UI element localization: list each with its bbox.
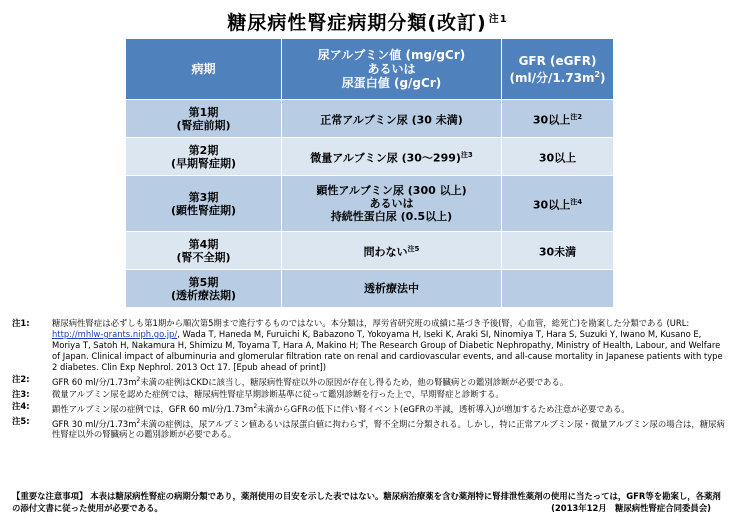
staging-table	[125, 38, 614, 308]
stage-cell: 第1期 (腎症前期)	[126, 100, 282, 138]
stage-cell: 第2期 (早期腎症期)	[126, 138, 282, 176]
gfr-cell: 30未満	[502, 232, 614, 270]
table-row	[126, 176, 614, 232]
stage-cell: 第5期 (透析療法期)	[126, 270, 282, 308]
gfr-cell: 30以上$^{注2}$	[502, 100, 614, 138]
committee-signature: (2013年12月 糖尿病性腎症合同委員会)	[551, 503, 711, 513]
gfr-cell: 30以上	[502, 138, 614, 176]
title-text: 糖尿病性腎症病期分類(改訂)	[227, 12, 487, 34]
stage-cell: 第3期 (顕性腎症期)	[126, 176, 282, 232]
title-note-ref: 注1	[488, 13, 508, 25]
table-row	[126, 270, 614, 308]
footnotes	[12, 318, 727, 441]
footnote-3: 注3: 微量アルブミン尿を認めた症例では，糖尿病性腎症早期診断基準に従って鑑別診断を行った上で，早期腎症と診断する。	[12, 388, 504, 399]
page-title	[0, 8, 735, 35]
albumin-cell: 透析療法中	[282, 270, 502, 308]
header-albumin: 尿アルブミン値 (mg/gCr) あるいは 尿蛋白値 (g/gCr)	[282, 39, 502, 100]
footnote-4: 注4: 顕性アルブミン尿の症例では，GFR 60 ml/分$/1.73m^2$未満からGFRの低下に伴い腎イベント(eGFRの半減，透析導入)が増加するため注意が必要である。	[12, 400, 630, 414]
footnote-1: 注1: 糖尿病性腎症は必ずしも第1期から順次第5期まで進行するものではない。本分類は，厚労省研究班の成績に基づき予後(腎，心血管，総死亡)を勘案した分類である (URL: http://mhlw-grants.niph.go.jp/, Wada T, Haneda M, Furuichi K, Babazono T, Yokoyama H, Iseki K, Araki SI, Ninomiya T, Hara S, Suzuki Y, Iwano M, Kusano E, Moriya T, Satoh H, Nakamura H, Shimizu M, Toyama T, Hara A, Makino H; The Research Group of Diabetic Nephropathy, Ministry of Health, Labour, and Welfare of Japan. Clinical impact of albuminuria and glomerular filtration rate on renal and cardiovascular events, and all-cause mortality in Japanese patients with type 2 diabetes. Clin Exp Nephrol. 2013 Oct 17. [Epub ahead of print])	[12, 318, 723, 372]
important-notice	[12, 490, 727, 514]
albumin-cell: 問わない$^{注5}$	[282, 232, 502, 270]
table-row	[126, 100, 614, 138]
header-gfr: GFR (eGFR) (ml/分$/1.73m^2$)	[502, 39, 614, 100]
table-row	[126, 232, 614, 270]
table-header-row	[126, 39, 614, 100]
gfr-cell	[502, 270, 614, 308]
footnote-5: 注5: GFR 30 ml/分$/1.73m^2$未満の症例は，尿アルブミン値あるいは尿蛋白値に拘わらず，腎不全期に分類される。しかし，特に正常アルブミン尿・微量アルブミン尿の場合は，糖尿病性腎症以外の腎臓病との鑑別診断が必要である。	[12, 415, 725, 440]
albumin-cell: 顕性アルブミン尿 (300 以上) あるいは 持続性蛋白尿 (0.5以上)	[282, 176, 502, 232]
albumin-cell: 微量アルブミン尿 (30～299)$^{注3}$	[282, 138, 502, 176]
reference-link[interactable]: http://mhlw-grants.niph.go.jp/	[52, 329, 178, 339]
notice-text: 【重要な注意事項】 本表は糖尿病性腎症の病期分類であり，薬剤使用の目安を示した表ではない。糖尿病治療薬を含む薬剤特に腎排泄性薬剤の使用に当たっては，GFR等を勘案し，各薬剤の添付文書に従った使用が必要である。	[12, 491, 721, 513]
header-stage: 病期	[126, 39, 282, 100]
table-row	[126, 138, 614, 176]
footnote-2: 注2: GFR 60 ml/分$/1.73m^2$未満の症例はCKDに該当し，糖尿病性腎症以外の原因が存在し得るため，他の腎臓病との鑑別診断が必要である。	[12, 374, 569, 387]
gfr-cell: 30以上$^{注4}$	[502, 176, 614, 232]
albumin-cell: 正常アルブミン尿 (30 未満)	[282, 100, 502, 138]
stage-cell: 第4期 (腎不全期)	[126, 232, 282, 270]
